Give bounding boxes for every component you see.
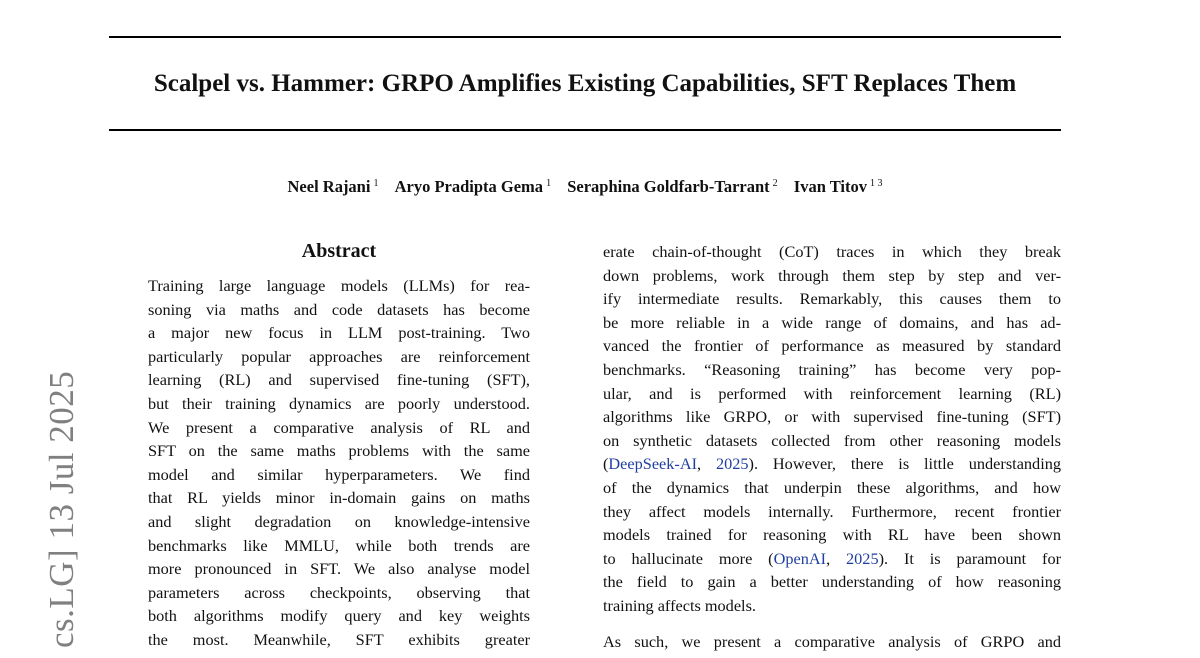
text-line: to hallucinate more (OpenAI, 2025). It is paramount for	[603, 548, 1061, 568]
text-line: down problems, work through them step by step and ver-	[603, 265, 1061, 285]
text-line: that RL yields minor in-domain gains on maths	[148, 488, 530, 508]
author: Ivan Titov $^{1 3}$	[793, 177, 883, 196]
text-line: parameters across checkpoints, observing that	[148, 582, 530, 602]
text-line: We present a comparative analysis of RL and	[148, 417, 530, 437]
text-line: particularly popular approaches are reinforcement	[148, 346, 530, 366]
author: Neel Rajani $^1$	[287, 177, 379, 196]
text-line: vanced the frontier of performance as measured by standard	[603, 336, 1061, 356]
intro-column	[603, 240, 1061, 653]
text-line: ify intermediate results. Remarkably, this causes them to	[603, 289, 1061, 309]
text-line: SFT on the same maths problems with the same	[148, 441, 530, 461]
paper-title: Scalpel vs. Hammer: GRPO Amplifies Existing Capabilities, SFT Replaces Them	[153, 70, 1017, 97]
text-line: learning (RL) and supervised fine-tuning (SFT),	[148, 370, 530, 390]
text-line: benchmarks. “Reasoning training” has become very pop-	[603, 359, 1061, 379]
text-line: training affects models.	[603, 595, 756, 615]
text-line: they affect models internally. Furthermore, recent frontier	[603, 501, 1061, 521]
text-line: ular, and is performed with reinforcement learning (RL)	[603, 383, 1061, 403]
text-line: but their training dynamics are poorly understood.	[148, 393, 530, 413]
author: Aryo Pradipta Gema $^1$	[394, 177, 552, 196]
text-line: a major new focus in LLM post-training. Two	[148, 323, 530, 343]
title-rule-bottom	[109, 129, 1061, 131]
text-line: the field to gain a better understanding of how reasoning	[603, 572, 1061, 592]
text-line: the most. Meanwhile, SFT exhibits greater	[148, 629, 530, 649]
title-rule-top	[109, 36, 1061, 38]
text-line: more pronounced in SFT. We also analyse model	[148, 559, 530, 579]
text-line: be more reliable in a wide range of domains, and has ad-	[603, 312, 1061, 332]
text-line: model and similar hyperparameters. We find	[148, 464, 530, 484]
text-line: erate chain-of-thought (CoT) traces in which they break	[603, 242, 1061, 261]
author: Seraphina Goldfarb-Tarrant $^2$	[567, 177, 778, 196]
text-line: algorithms like GRPO, or with supervised fine-tuning (SFT)	[603, 407, 1061, 427]
text-line: (DeepSeek-AI, 2025). However, there is little understanding	[603, 454, 1061, 474]
abstract-heading: Abstract	[301, 240, 377, 262]
text-line: both algorithms modify query and key weights	[148, 606, 530, 626]
citation-link-deepseek[interactable]: DeepSeek-AI	[608, 454, 698, 474]
text-line: of the dynamics that underpin these algorithms, and how	[603, 477, 1061, 497]
text-line: Training large language models (LLMs) for rea-	[148, 276, 530, 295]
text-line: and slight degradation on knowledge-intensive	[148, 511, 530, 531]
citation-year-link[interactable]: 2025	[846, 548, 879, 568]
citation-link-openai[interactable]: OpenAI	[773, 548, 827, 568]
abstract-body	[148, 274, 530, 652]
author-list	[109, 172, 1061, 199]
text-line: models trained for reasoning with RL have been shown	[603, 525, 1061, 545]
text-line: soning via maths and code datasets has become	[148, 299, 530, 319]
citation-year-link[interactable]: 2025	[715, 454, 749, 474]
text-line: benchmarks like MMLU, while both trends are	[148, 535, 530, 555]
text-line: on synthetic datasets collected from other reasoning models	[603, 430, 1061, 450]
text-line: As such, we present a comparative analysis of GRPO and	[603, 631, 1061, 651]
